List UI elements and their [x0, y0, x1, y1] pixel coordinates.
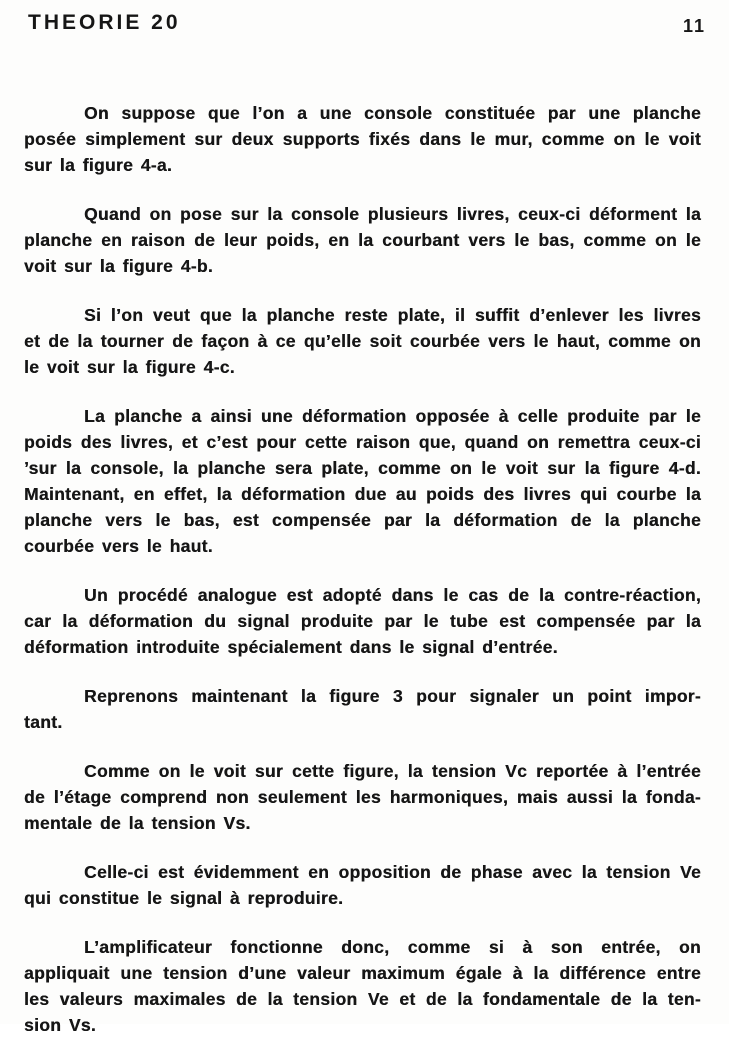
paragraph [24, 403, 701, 559]
text-line: et de la tourner de façon à ce qu’elle soit courbée vers le haut, comme on [24, 331, 701, 351]
text-line: L’amplificateur fonctionne donc, comme si à son entrée, on [84, 937, 701, 957]
text-line: déformation introduite spécialement dans le signal d’entrée. [24, 637, 558, 657]
text-line: tant. [24, 712, 63, 732]
text-line: sur la figure 4-a. [24, 155, 173, 175]
paragraph [24, 302, 701, 380]
text-line: de l’étage comprend non seulement les harmoniques, mais aussi la fonda- [24, 787, 701, 807]
document-body [24, 100, 701, 1061]
text-line: Quand on pose sur la console plusieurs livres, ceux-ci déforment la [84, 204, 701, 224]
page-header-title: THEORIE 20 [28, 11, 181, 34]
text-line: car la déformation du signal produite par le tube est compensée par la [24, 611, 701, 631]
text-line: les valeurs maximales de la tension Ve et de la fondamentale de la ten- [24, 989, 701, 1009]
text-line: mentale de la tension Vs. [24, 813, 251, 833]
text-line: Maintenant, en effet, la déformation due au poids des livres qui courbe la [24, 484, 701, 504]
text-line: poids des livres, et c’est pour cette raison que, quand on remettra ceux-ci [24, 432, 701, 452]
text-line: La planche a ainsi une déformation opposée à celle produite par le [84, 406, 701, 426]
text-line: appliquait une tension d’une valeur maximum égale à la différence entre [24, 963, 701, 983]
text-line: Reprenons maintenant la figure 3 pour signaler un point impor- [84, 686, 701, 706]
text-line: Comme on le voit sur cette figure, la tension Vc reportée à l’entrée [84, 761, 701, 781]
text-line: On suppose que l’on a une console constituée par une planche [84, 103, 701, 123]
text-line: posée simplement sur deux supports fixés dans le mur, comme on le voit [24, 129, 701, 149]
paragraph [24, 758, 701, 836]
paragraph [24, 859, 701, 911]
text-line: Celle-ci est évidemment en opposition de phase avec la tension Ve [84, 862, 701, 882]
text-line: courbée vers le haut. [24, 536, 213, 556]
paragraph [24, 201, 701, 279]
paragraph [24, 100, 701, 178]
text-line: Un procédé analogue est adopté dans le cas de la contre-réaction, [84, 585, 701, 605]
text-line: Si l’on veut que la planche reste plate, il suffit d’enlever les livres [84, 305, 701, 325]
text-line: ’sur la console, la planche sera plate, comme on le voit sur la figure 4-d. [24, 458, 701, 478]
paragraph [24, 683, 701, 735]
paragraph [24, 934, 701, 1038]
text-line: le voit sur la figure 4-c. [24, 357, 235, 377]
text-line: planche vers le bas, est compensée par la déformation de la planche [24, 510, 701, 530]
text-line: qui constitue le signal à reproduire. [24, 888, 344, 908]
page-number: 11 [682, 16, 706, 36]
text-line: voit sur la figure 4-b. [24, 256, 214, 276]
text-line: planche en raison de leur poids, en la courbant vers le bas, comme on le [24, 230, 701, 250]
text-line: sion Vs. [24, 1015, 97, 1035]
paragraph [24, 582, 701, 660]
